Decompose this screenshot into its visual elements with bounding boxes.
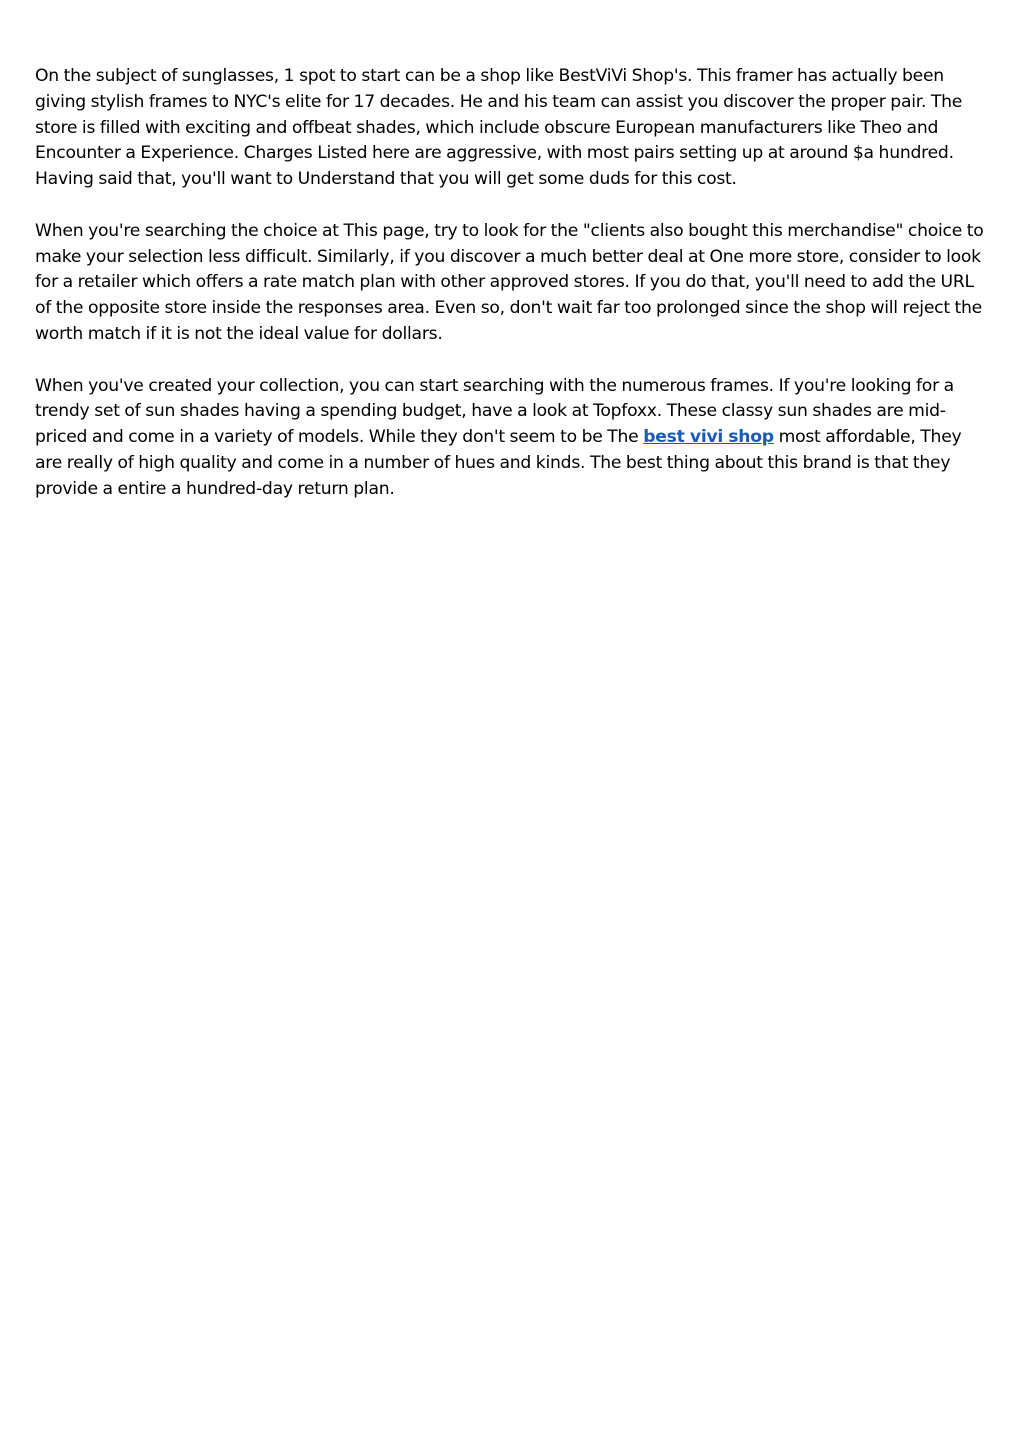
- document-page: [35, 64, 993, 528]
- paragraph-3-before-link: When you've created your collection, you can start searching with the numerous frames. If you're looking for a trendy set of sun shades having a spending budget, have a look at Topfoxx. These classy sun shades are mid-priced and come in a variety of models. While they don't seem to be The: [35, 375, 954, 448]
- best-vivi-shop-link[interactable]: best vivi shop: [643, 427, 774, 448]
- paragraph-1: On the subject of sunglasses, 1 spot to start can be a shop like BestViVi Shop's. This framer has actually been giving stylish frames to NYC's elite for 17 decades. He and his team can assist you discover the proper pair. The store is filled with exciting and offbeat shades, which include obscure European manufacturers like Theo and Encounter a Experience. Charges Listed here are aggressive, with most pairs setting up at around $a hundred. Having said that, you'll want to Understand that you will get some duds for this cost.: [35, 66, 963, 190]
- paragraph-3: [35, 374, 993, 503]
- paragraph-3-after-link: most affordable, They are really of high quality and come in a number of hues and kinds. The best thing about this brand is that they provide a entire a hundred-day return plan.: [35, 427, 962, 499]
- paragraph-2: When you're searching the choice at This page, try to look for the "clients also bought this merchandise" choice to make your selection less difficult. Similarly, if you discover a much better deal at One more store, consider to look for a retailer which offers a rate match plan with other approved stores. If you do that, you'll need to add the URL of the opposite store inside the responses area. Even so, don't wait far too prolonged since the shop will reject the worth match if it is not the ideal value for dollars.: [35, 220, 984, 344]
